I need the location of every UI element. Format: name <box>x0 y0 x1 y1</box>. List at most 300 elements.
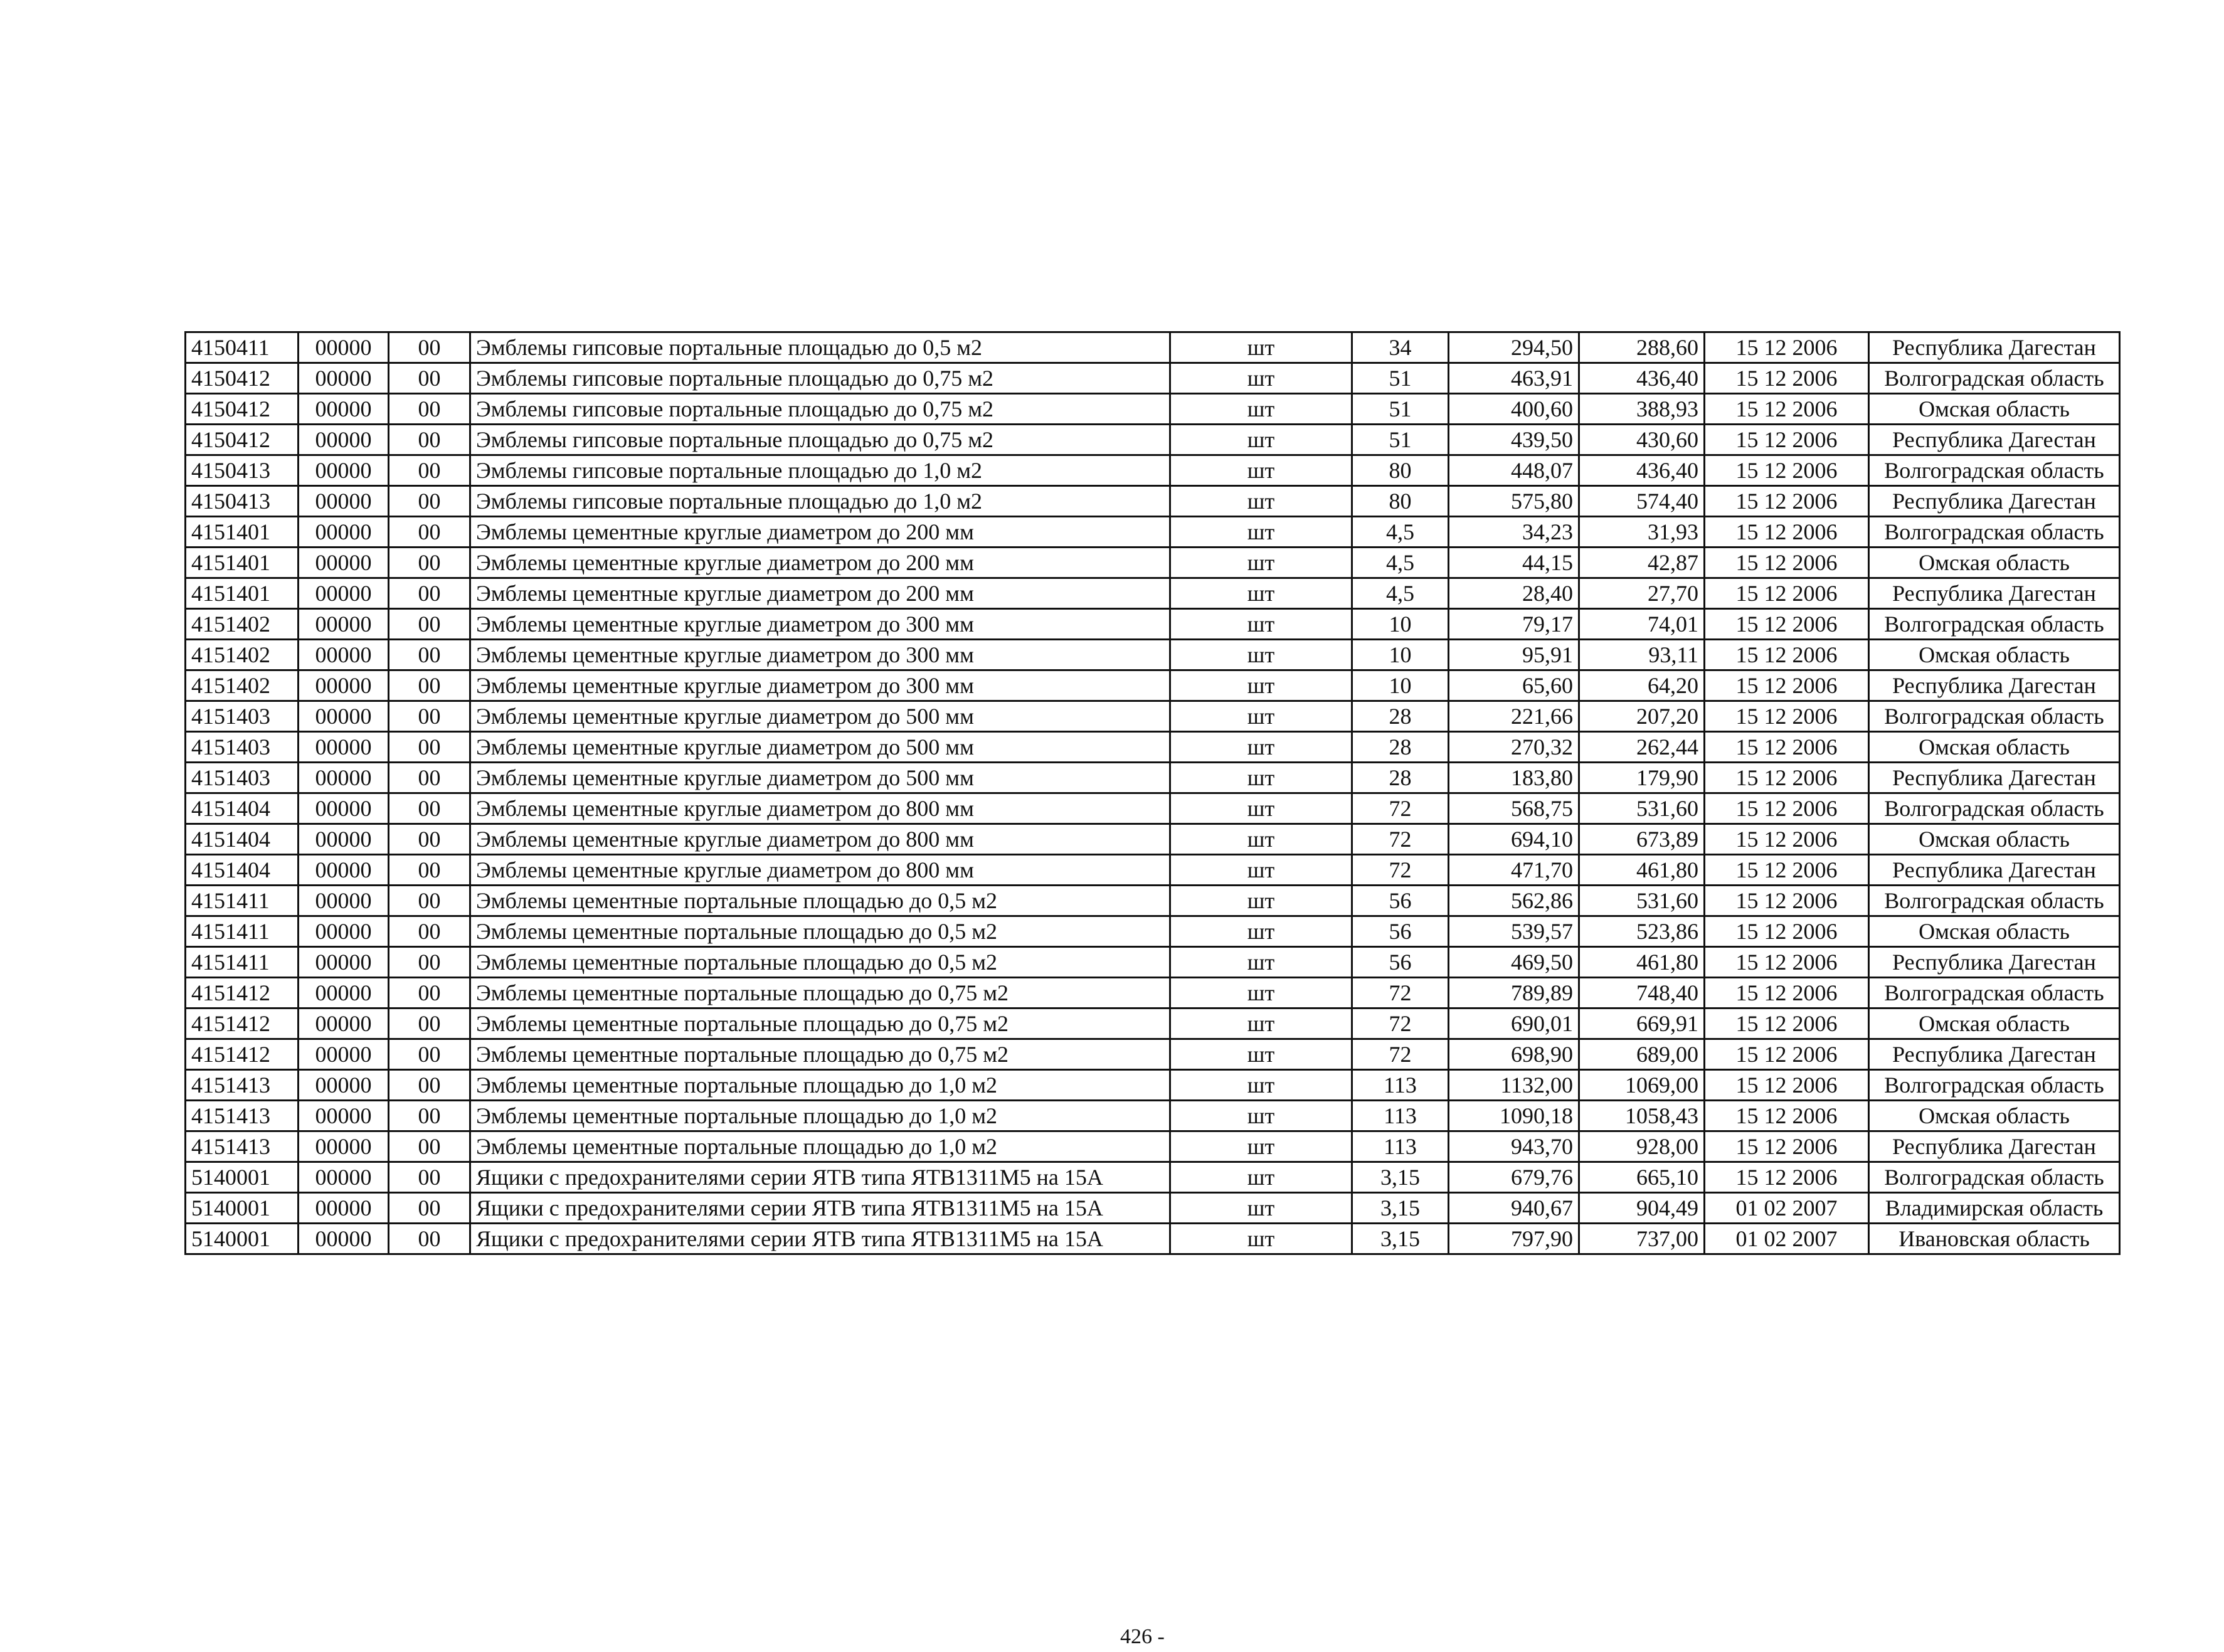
cell-price-2: 27,70 <box>1579 578 1705 609</box>
cell-class: 00 <box>389 548 470 578</box>
cell-price-1: 940,67 <box>1449 1193 1579 1224</box>
cell-date: 15 12 2006 <box>1705 1009 1869 1039</box>
cell-date: 15 12 2006 <box>1705 732 1869 763</box>
cell-unit: шт <box>1170 609 1352 640</box>
cell-unit: шт <box>1170 1039 1352 1070</box>
table-row <box>186 1101 2120 1131</box>
cell-unit: шт <box>1170 732 1352 763</box>
cell-code: 5140001 <box>186 1162 299 1193</box>
cell-class: 00 <box>389 947 470 978</box>
cell-date: 15 12 2006 <box>1705 978 1869 1009</box>
cell-quantity: 56 <box>1352 916 1449 947</box>
cell-class: 00 <box>389 332 470 363</box>
cell-price-1: 439,50 <box>1449 425 1579 455</box>
cell-region: Республика Дагестан <box>1869 1131 2120 1162</box>
table-row <box>186 363 2120 394</box>
cell-quantity: 28 <box>1352 701 1449 732</box>
cell-price-2: 1058,43 <box>1579 1101 1705 1131</box>
cell-price-2: 531,60 <box>1579 886 1705 916</box>
cell-subcode: 00000 <box>299 332 389 363</box>
cell-name: Эмблемы гипсовые портальные площадью до 1,0 м2 <box>470 486 1170 517</box>
table-row <box>186 425 2120 455</box>
table-row <box>186 1039 2120 1070</box>
cell-quantity: 34 <box>1352 332 1449 363</box>
cell-date: 15 12 2006 <box>1705 486 1869 517</box>
cell-region: Волгоградская область <box>1869 978 2120 1009</box>
cell-price-1: 943,70 <box>1449 1131 1579 1162</box>
cell-subcode: 00000 <box>299 793 389 824</box>
cell-subcode: 00000 <box>299 978 389 1009</box>
cell-class: 00 <box>389 732 470 763</box>
cell-unit: шт <box>1170 1193 1352 1224</box>
cell-class: 00 <box>389 455 470 486</box>
cell-code: 4151412 <box>186 978 299 1009</box>
cell-subcode: 00000 <box>299 517 389 548</box>
cell-price-2: 42,87 <box>1579 548 1705 578</box>
cell-name: Эмблемы гипсовые портальные площадью до 0,75 м2 <box>470 363 1170 394</box>
cell-date: 15 12 2006 <box>1705 701 1869 732</box>
cell-class: 00 <box>389 394 470 425</box>
cell-unit: шт <box>1170 763 1352 793</box>
cell-name: Эмблемы цементные круглые диаметром до 800 мм <box>470 793 1170 824</box>
cell-unit: шт <box>1170 425 1352 455</box>
cell-subcode: 00000 <box>299 947 389 978</box>
cell-code: 4151411 <box>186 886 299 916</box>
cell-name: Эмблемы цементные портальные площадью до 0,75 м2 <box>470 1039 1170 1070</box>
cell-name: Эмблемы цементные круглые диаметром до 200 мм <box>470 517 1170 548</box>
table-row <box>186 332 2120 363</box>
cell-code: 4151412 <box>186 1039 299 1070</box>
cell-name: Эмблемы цементные круглые диаметром до 200 мм <box>470 578 1170 609</box>
cell-price-2: 665,10 <box>1579 1162 1705 1193</box>
table-row <box>186 763 2120 793</box>
cell-class: 00 <box>389 1162 470 1193</box>
cell-name: Эмблемы цементные портальные площадью до 0,75 м2 <box>470 1009 1170 1039</box>
cell-code: 4151402 <box>186 640 299 670</box>
cell-region: Республика Дагестан <box>1869 670 2120 701</box>
cell-region: Омская область <box>1869 916 2120 947</box>
cell-price-2: 461,80 <box>1579 855 1705 886</box>
cell-region: Омская область <box>1869 732 2120 763</box>
cell-date: 15 12 2006 <box>1705 670 1869 701</box>
cell-price-1: 44,15 <box>1449 548 1579 578</box>
cell-price-2: 430,60 <box>1579 425 1705 455</box>
cell-class: 00 <box>389 855 470 886</box>
cell-name: Эмблемы цементные круглые диаметром до 500 мм <box>470 763 1170 793</box>
cell-code: 4151403 <box>186 763 299 793</box>
cell-name: Эмблемы цементные круглые диаметром до 500 мм <box>470 701 1170 732</box>
cell-price-1: 400,60 <box>1449 394 1579 425</box>
cell-unit: шт <box>1170 701 1352 732</box>
cell-class: 00 <box>389 886 470 916</box>
cell-unit: шт <box>1170 1009 1352 1039</box>
cell-code: 4151401 <box>186 578 299 609</box>
cell-quantity: 51 <box>1352 394 1449 425</box>
cell-name: Эмблемы цементные круглые диаметром до 800 мм <box>470 824 1170 855</box>
cell-region: Волгоградская область <box>1869 701 2120 732</box>
cell-price-2: 74,01 <box>1579 609 1705 640</box>
cell-price-1: 65,60 <box>1449 670 1579 701</box>
cell-quantity: 51 <box>1352 425 1449 455</box>
table-row <box>186 517 2120 548</box>
cell-name: Эмблемы цементные портальные площадью до 1,0 м2 <box>470 1131 1170 1162</box>
table-row <box>186 1193 2120 1224</box>
table-row <box>186 670 2120 701</box>
cell-class: 00 <box>389 978 470 1009</box>
cell-code: 4150413 <box>186 455 299 486</box>
table-row <box>186 1131 2120 1162</box>
cell-price-2: 93,11 <box>1579 640 1705 670</box>
cell-unit: шт <box>1170 517 1352 548</box>
table-row <box>186 640 2120 670</box>
cell-date: 15 12 2006 <box>1705 763 1869 793</box>
cell-region: Омская область <box>1869 640 2120 670</box>
cell-price-2: 436,40 <box>1579 455 1705 486</box>
cell-region: Волгоградская область <box>1869 1070 2120 1101</box>
cell-price-2: 673,89 <box>1579 824 1705 855</box>
cell-name: Эмблемы цементные круглые диаметром до 500 мм <box>470 732 1170 763</box>
cell-price-1: 469,50 <box>1449 947 1579 978</box>
cell-subcode: 00000 <box>299 455 389 486</box>
cell-class: 00 <box>389 793 470 824</box>
table-row <box>186 394 2120 425</box>
cell-name: Эмблемы гипсовые портальные площадью до 0,5 м2 <box>470 332 1170 363</box>
cell-region: Волгоградская область <box>1869 517 2120 548</box>
cell-date: 15 12 2006 <box>1705 455 1869 486</box>
price-table <box>184 331 2121 1255</box>
cell-subcode: 00000 <box>299 916 389 947</box>
cell-quantity: 3,15 <box>1352 1162 1449 1193</box>
cell-unit: шт <box>1170 1224 1352 1254</box>
cell-date: 15 12 2006 <box>1705 855 1869 886</box>
cell-name: Эмблемы цементные круглые диаметром до 300 мм <box>470 670 1170 701</box>
cell-code: 4150413 <box>186 486 299 517</box>
table-row <box>186 855 2120 886</box>
cell-class: 00 <box>389 824 470 855</box>
cell-name: Эмблемы гипсовые портальные площадью до 1,0 м2 <box>470 455 1170 486</box>
cell-price-2: 904,49 <box>1579 1193 1705 1224</box>
table-row <box>186 1224 2120 1254</box>
cell-price-2: 288,60 <box>1579 332 1705 363</box>
cell-quantity: 28 <box>1352 732 1449 763</box>
cell-date: 15 12 2006 <box>1705 640 1869 670</box>
cell-quantity: 10 <box>1352 670 1449 701</box>
table-row <box>186 916 2120 947</box>
cell-class: 00 <box>389 517 470 548</box>
cell-price-1: 34,23 <box>1449 517 1579 548</box>
cell-price-2: 669,91 <box>1579 1009 1705 1039</box>
table-row <box>186 548 2120 578</box>
cell-price-2: 461,80 <box>1579 947 1705 978</box>
cell-subcode: 00000 <box>299 609 389 640</box>
cell-region: Волгоградская область <box>1869 886 2120 916</box>
cell-price-1: 183,80 <box>1449 763 1579 793</box>
cell-code: 4151413 <box>186 1101 299 1131</box>
cell-date: 15 12 2006 <box>1705 517 1869 548</box>
cell-unit: шт <box>1170 978 1352 1009</box>
cell-name: Ящики с предохранителями серии ЯТВ типа ЯТВ1311М5 на 15А <box>470 1162 1170 1193</box>
cell-price-1: 562,86 <box>1449 886 1579 916</box>
cell-quantity: 4,5 <box>1352 578 1449 609</box>
cell-region: Республика Дагестан <box>1869 425 2120 455</box>
cell-date: 15 12 2006 <box>1705 425 1869 455</box>
cell-class: 00 <box>389 1193 470 1224</box>
cell-region: Омская область <box>1869 1009 2120 1039</box>
cell-unit: шт <box>1170 670 1352 701</box>
cell-code: 4150412 <box>186 363 299 394</box>
page-number: 426 - <box>1120 1625 1165 1648</box>
table-row <box>186 578 2120 609</box>
cell-code: 4151401 <box>186 517 299 548</box>
cell-class: 00 <box>389 763 470 793</box>
cell-code: 4151404 <box>186 855 299 886</box>
cell-code: 4150412 <box>186 425 299 455</box>
cell-region: Волгоградская область <box>1869 363 2120 394</box>
cell-price-1: 694,10 <box>1449 824 1579 855</box>
cell-name: Эмблемы цементные круглые диаметром до 800 мм <box>470 855 1170 886</box>
table-row <box>186 793 2120 824</box>
cell-code: 4151412 <box>186 1009 299 1039</box>
cell-region: Республика Дагестан <box>1869 332 2120 363</box>
table-row <box>186 947 2120 978</box>
cell-unit: шт <box>1170 455 1352 486</box>
cell-unit: шт <box>1170 363 1352 394</box>
cell-unit: шт <box>1170 548 1352 578</box>
table-row <box>186 886 2120 916</box>
cell-name: Эмблемы цементные портальные площадью до 0,5 м2 <box>470 947 1170 978</box>
cell-price-1: 1090,18 <box>1449 1101 1579 1131</box>
cell-quantity: 51 <box>1352 363 1449 394</box>
table-row <box>186 732 2120 763</box>
cell-class: 00 <box>389 701 470 732</box>
cell-quantity: 72 <box>1352 824 1449 855</box>
cell-class: 00 <box>389 640 470 670</box>
cell-class: 00 <box>389 1224 470 1254</box>
cell-date: 15 12 2006 <box>1705 1162 1869 1193</box>
cell-region: Республика Дагестан <box>1869 763 2120 793</box>
cell-code: 4151413 <box>186 1070 299 1101</box>
cell-price-1: 575,80 <box>1449 486 1579 517</box>
cell-date: 15 12 2006 <box>1705 332 1869 363</box>
cell-code: 4151402 <box>186 670 299 701</box>
cell-price-2: 523,86 <box>1579 916 1705 947</box>
cell-quantity: 4,5 <box>1352 517 1449 548</box>
cell-unit: шт <box>1170 1131 1352 1162</box>
cell-class: 00 <box>389 425 470 455</box>
table-row <box>186 1009 2120 1039</box>
cell-subcode: 00000 <box>299 1193 389 1224</box>
cell-region: Владимирская область <box>1869 1193 2120 1224</box>
cell-region: Республика Дагестан <box>1869 486 2120 517</box>
cell-unit: шт <box>1170 947 1352 978</box>
cell-region: Республика Дагестан <box>1869 578 2120 609</box>
cell-subcode: 00000 <box>299 1070 389 1101</box>
cell-code: 4151404 <box>186 793 299 824</box>
table-row <box>186 455 2120 486</box>
cell-price-2: 531,60 <box>1579 793 1705 824</box>
cell-quantity: 113 <box>1352 1070 1449 1101</box>
cell-price-2: 748,40 <box>1579 978 1705 1009</box>
cell-subcode: 00000 <box>299 548 389 578</box>
cell-name: Эмблемы цементные круглые диаметром до 200 мм <box>470 548 1170 578</box>
cell-unit: шт <box>1170 916 1352 947</box>
cell-date: 01 02 2007 <box>1705 1224 1869 1254</box>
cell-unit: шт <box>1170 886 1352 916</box>
cell-region: Омская область <box>1869 548 2120 578</box>
cell-code: 4151403 <box>186 701 299 732</box>
cell-class: 00 <box>389 916 470 947</box>
cell-code: 4151404 <box>186 824 299 855</box>
cell-price-1: 28,40 <box>1449 578 1579 609</box>
cell-unit: шт <box>1170 793 1352 824</box>
table-row <box>186 701 2120 732</box>
cell-date: 15 12 2006 <box>1705 886 1869 916</box>
cell-price-2: 64,20 <box>1579 670 1705 701</box>
cell-name: Эмблемы цементные портальные площадью до 1,0 м2 <box>470 1101 1170 1131</box>
cell-subcode: 00000 <box>299 425 389 455</box>
cell-price-1: 698,90 <box>1449 1039 1579 1070</box>
cell-date: 15 12 2006 <box>1705 609 1869 640</box>
cell-price-2: 928,00 <box>1579 1131 1705 1162</box>
cell-region: Республика Дагестан <box>1869 947 2120 978</box>
cell-unit: шт <box>1170 486 1352 517</box>
cell-price-1: 679,76 <box>1449 1162 1579 1193</box>
cell-price-2: 262,44 <box>1579 732 1705 763</box>
cell-quantity: 80 <box>1352 486 1449 517</box>
cell-date: 15 12 2006 <box>1705 1070 1869 1101</box>
cell-quantity: 28 <box>1352 763 1449 793</box>
cell-quantity: 72 <box>1352 1009 1449 1039</box>
cell-region: Волгоградская область <box>1869 1162 2120 1193</box>
cell-price-1: 95,91 <box>1449 640 1579 670</box>
cell-code: 4151401 <box>186 548 299 578</box>
cell-class: 00 <box>389 1131 470 1162</box>
cell-code: 4151413 <box>186 1131 299 1162</box>
cell-price-1: 797,90 <box>1449 1224 1579 1254</box>
cell-name: Эмблемы цементные круглые диаметром до 300 мм <box>470 609 1170 640</box>
cell-name: Ящики с предохранителями серии ЯТВ типа ЯТВ1311М5 на 15А <box>470 1224 1170 1254</box>
cell-code: 4150412 <box>186 394 299 425</box>
cell-subcode: 00000 <box>299 1009 389 1039</box>
cell-date: 15 12 2006 <box>1705 363 1869 394</box>
cell-quantity: 72 <box>1352 793 1449 824</box>
cell-class: 00 <box>389 486 470 517</box>
cell-subcode: 00000 <box>299 1039 389 1070</box>
table-row <box>186 486 2120 517</box>
cell-unit: шт <box>1170 855 1352 886</box>
cell-subcode: 00000 <box>299 701 389 732</box>
cell-name: Ящики с предохранителями серии ЯТВ типа ЯТВ1311М5 на 15А <box>470 1193 1170 1224</box>
cell-code: 4151403 <box>186 732 299 763</box>
cell-class: 00 <box>389 1070 470 1101</box>
cell-date: 15 12 2006 <box>1705 916 1869 947</box>
cell-unit: шт <box>1170 824 1352 855</box>
cell-class: 00 <box>389 363 470 394</box>
cell-quantity: 4,5 <box>1352 548 1449 578</box>
cell-quantity: 3,15 <box>1352 1224 1449 1254</box>
table-row <box>186 978 2120 1009</box>
cell-unit: шт <box>1170 1162 1352 1193</box>
cell-subcode: 00000 <box>299 670 389 701</box>
cell-price-2: 737,00 <box>1579 1224 1705 1254</box>
cell-name: Эмблемы цементные портальные площадью до 0,5 м2 <box>470 916 1170 947</box>
cell-price-1: 471,70 <box>1449 855 1579 886</box>
cell-quantity: 72 <box>1352 1039 1449 1070</box>
cell-code: 5140001 <box>186 1193 299 1224</box>
cell-region: Волгоградская область <box>1869 793 2120 824</box>
cell-quantity: 113 <box>1352 1131 1449 1162</box>
cell-unit: шт <box>1170 332 1352 363</box>
cell-subcode: 00000 <box>299 732 389 763</box>
table-body <box>186 332 2120 1254</box>
cell-region: Ивановская область <box>1869 1224 2120 1254</box>
cell-quantity: 113 <box>1352 1101 1449 1131</box>
cell-price-1: 270,32 <box>1449 732 1579 763</box>
cell-price-1: 690,01 <box>1449 1009 1579 1039</box>
cell-date: 01 02 2007 <box>1705 1193 1869 1224</box>
cell-class: 00 <box>389 1101 470 1131</box>
cell-name: Эмблемы гипсовые портальные площадью до 0,75 м2 <box>470 425 1170 455</box>
cell-code: 4151411 <box>186 947 299 978</box>
cell-class: 00 <box>389 609 470 640</box>
cell-region: Волгоградская область <box>1869 609 2120 640</box>
cell-region: Омская область <box>1869 394 2120 425</box>
cell-price-2: 1069,00 <box>1579 1070 1705 1101</box>
cell-price-2: 207,20 <box>1579 701 1705 732</box>
cell-price-1: 221,66 <box>1449 701 1579 732</box>
cell-name: Эмблемы цементные портальные площадью до 1,0 м2 <box>470 1070 1170 1101</box>
cell-quantity: 72 <box>1352 855 1449 886</box>
table-row <box>186 1070 2120 1101</box>
cell-subcode: 00000 <box>299 486 389 517</box>
cell-quantity: 10 <box>1352 640 1449 670</box>
table-row <box>186 1162 2120 1193</box>
cell-subcode: 00000 <box>299 1101 389 1131</box>
cell-subcode: 00000 <box>299 763 389 793</box>
cell-subcode: 00000 <box>299 578 389 609</box>
cell-date: 15 12 2006 <box>1705 1101 1869 1131</box>
cell-quantity: 56 <box>1352 947 1449 978</box>
cell-region: Омская область <box>1869 1101 2120 1131</box>
cell-price-1: 448,07 <box>1449 455 1579 486</box>
cell-price-2: 689,00 <box>1579 1039 1705 1070</box>
cell-name: Эмблемы цементные портальные площадью до 0,5 м2 <box>470 886 1170 916</box>
cell-unit: шт <box>1170 394 1352 425</box>
cell-date: 15 12 2006 <box>1705 793 1869 824</box>
cell-class: 00 <box>389 670 470 701</box>
cell-subcode: 00000 <box>299 855 389 886</box>
cell-price-1: 539,57 <box>1449 916 1579 947</box>
cell-name: Эмблемы цементные круглые диаметром до 300 мм <box>470 640 1170 670</box>
cell-quantity: 72 <box>1352 978 1449 1009</box>
cell-class: 00 <box>389 1009 470 1039</box>
cell-subcode: 00000 <box>299 394 389 425</box>
cell-date: 15 12 2006 <box>1705 548 1869 578</box>
cell-date: 15 12 2006 <box>1705 824 1869 855</box>
cell-subcode: 00000 <box>299 640 389 670</box>
cell-region: Республика Дагестан <box>1869 855 2120 886</box>
cell-subcode: 00000 <box>299 1162 389 1193</box>
cell-price-1: 1132,00 <box>1449 1070 1579 1101</box>
cell-price-2: 31,93 <box>1579 517 1705 548</box>
cell-price-1: 79,17 <box>1449 609 1579 640</box>
cell-code: 4150411 <box>186 332 299 363</box>
cell-price-1: 568,75 <box>1449 793 1579 824</box>
cell-quantity: 3,15 <box>1352 1193 1449 1224</box>
cell-quantity: 80 <box>1352 455 1449 486</box>
cell-region: Волгоградская область <box>1869 455 2120 486</box>
cell-price-1: 463,91 <box>1449 363 1579 394</box>
